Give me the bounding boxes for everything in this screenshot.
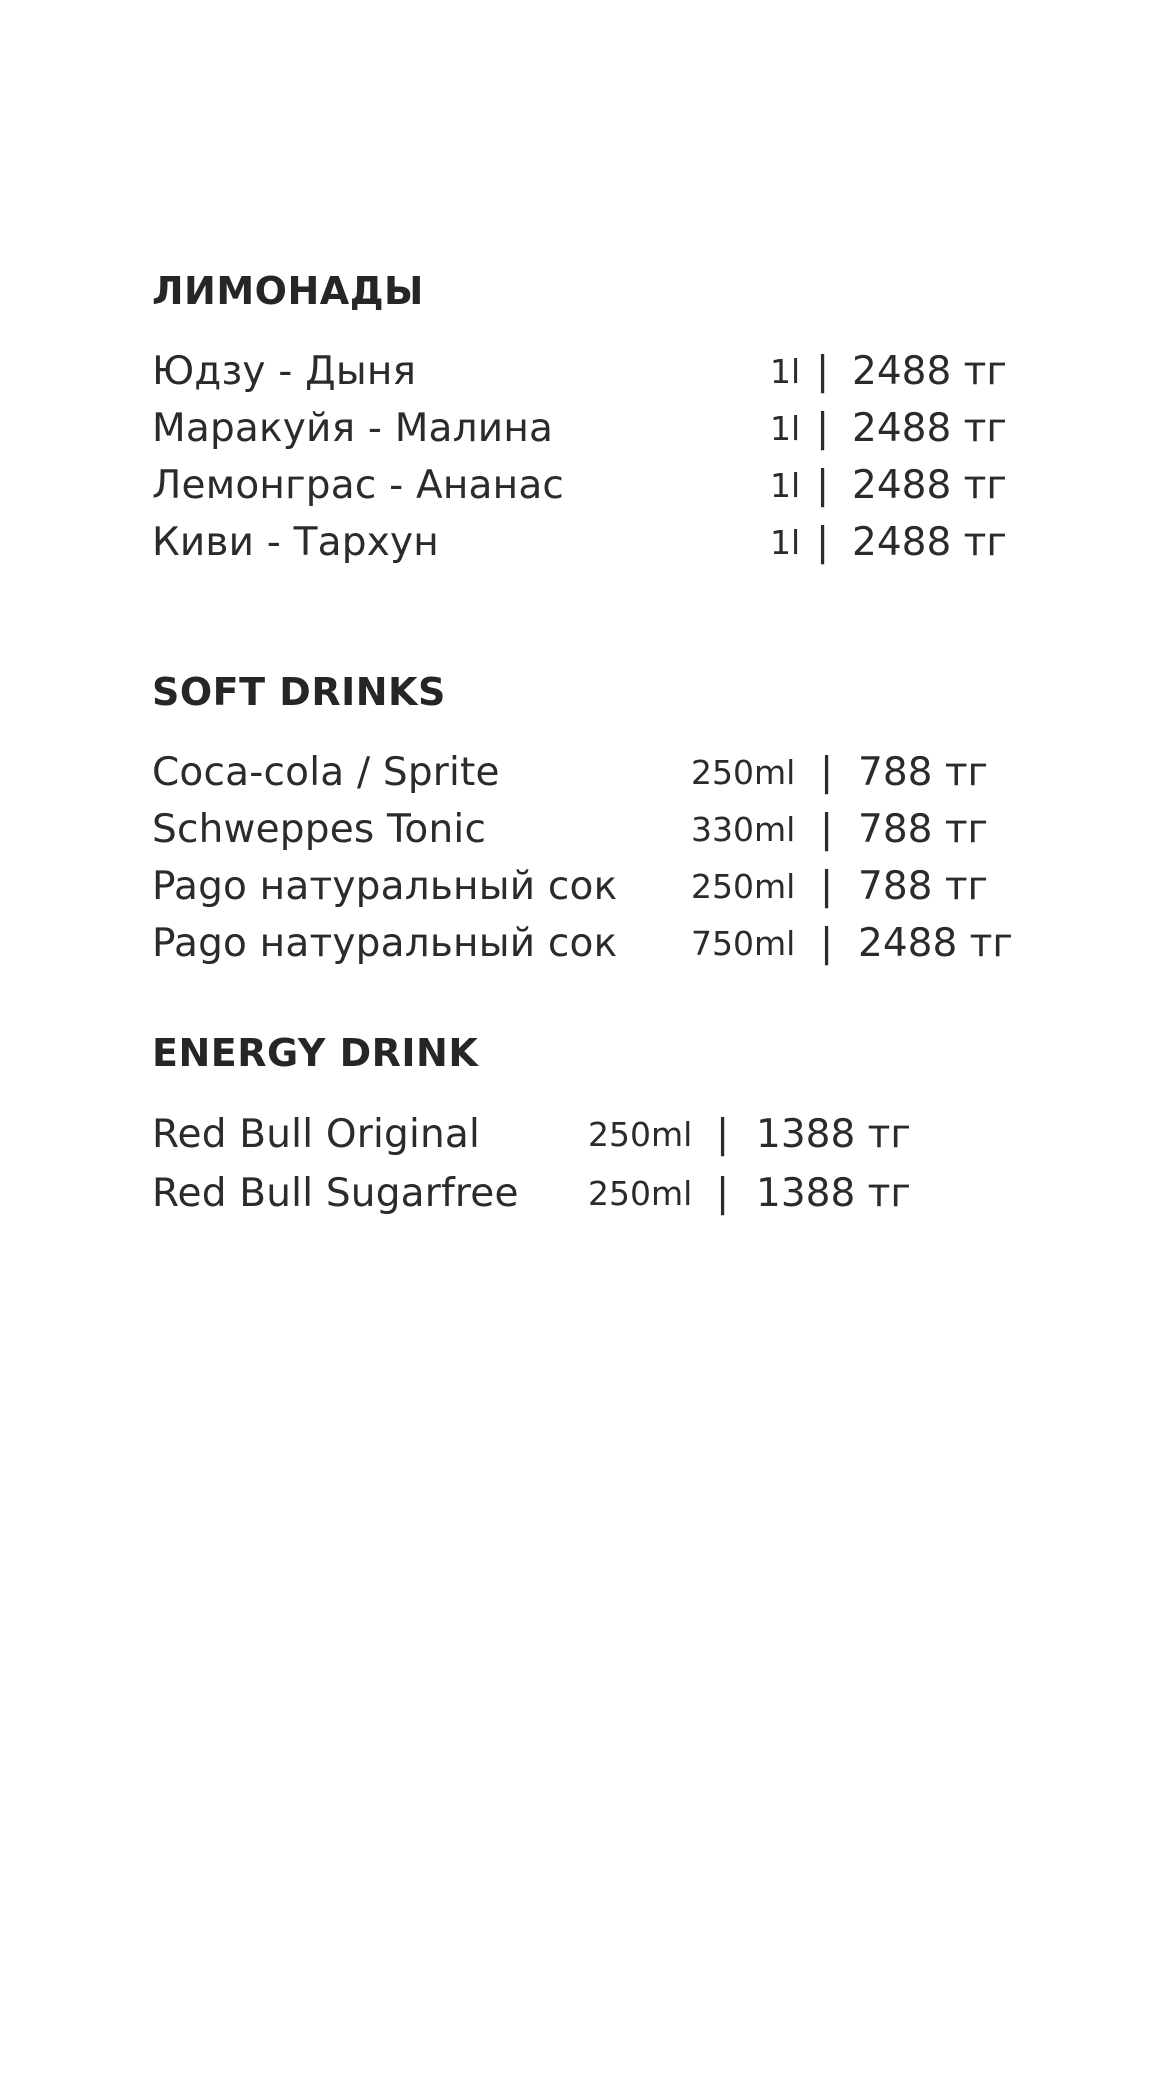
item-name: Pago натуральный сок [152, 921, 618, 966]
section-title-soft-drinks: SOFT DRINKS [152, 670, 446, 714]
menu-item-row [152, 1164, 911, 1223]
item-separator: | [716, 1112, 730, 1157]
item-volume: 1l [770, 466, 801, 505]
item-separator: | [716, 1171, 730, 1216]
item-separator: | [820, 921, 834, 966]
item-price: 2488 тг [852, 463, 1007, 508]
item-name: Киви - Тархун [152, 520, 439, 565]
soft-drinks-section [152, 670, 1013, 972]
item-volume: 330ml [691, 810, 796, 849]
lemonades-list [152, 343, 1007, 571]
item-name: Маракуйя - Малина [152, 406, 554, 451]
item-name: Pago натуральный сок [152, 864, 618, 909]
menu-item-row [152, 343, 1007, 400]
energy-drink-section [152, 1031, 911, 1223]
item-price: 788 тг [858, 807, 989, 852]
menu-item-row [152, 1105, 911, 1164]
item-volume: 750ml [691, 924, 796, 963]
menu-item-row [152, 744, 989, 801]
item-price: 1388 тг [756, 1112, 911, 1157]
item-price: 788 тг [858, 750, 989, 795]
item-volume: 1l [770, 523, 801, 562]
item-separator: | [820, 864, 834, 909]
item-volume: 250ml [588, 1115, 693, 1154]
item-name: Red Bull Original [152, 1112, 481, 1157]
item-price: 2488 тг [852, 520, 1007, 565]
menu-item-row [152, 400, 1007, 457]
item-volume: 250ml [588, 1174, 693, 1213]
item-volume: 1l [770, 409, 801, 448]
soft-drinks-list [152, 744, 1013, 972]
item-separator: | [820, 807, 834, 852]
item-name: Лемонграс - Ананас [152, 463, 565, 508]
item-separator: | [816, 463, 830, 508]
item-price: 2488 тг [858, 921, 1013, 966]
item-price: 788 тг [858, 864, 989, 909]
menu-item-row [152, 915, 1013, 972]
item-price: 2488 тг [852, 406, 1007, 451]
item-name: Red Bull Sugarfree [152, 1171, 519, 1216]
item-price: 2488 тг [852, 349, 1007, 394]
item-name: Coca-cola / Sprite [152, 750, 500, 795]
menu-item-row [152, 457, 1007, 514]
energy-drink-list [152, 1105, 911, 1223]
item-name: Schweppes Tonic [152, 807, 487, 852]
menu-item-row [152, 801, 989, 858]
item-separator: | [816, 349, 830, 394]
item-volume: 1l [770, 352, 801, 391]
lemonades-section [152, 269, 1007, 571]
item-name: Юдзу - Дыня [152, 349, 417, 394]
item-volume: 250ml [691, 753, 796, 792]
item-separator: | [820, 750, 834, 795]
item-separator: | [816, 520, 830, 565]
menu-item-row [152, 858, 989, 915]
item-price: 1388 тг [756, 1171, 911, 1216]
item-separator: | [816, 406, 830, 451]
item-volume: 250ml [691, 867, 796, 906]
section-title-lemonades: ЛИМОНАДЫ [152, 269, 424, 313]
menu-item-row [152, 514, 1007, 571]
section-title-energy-drink: ENERGY DRINK [152, 1031, 479, 1075]
